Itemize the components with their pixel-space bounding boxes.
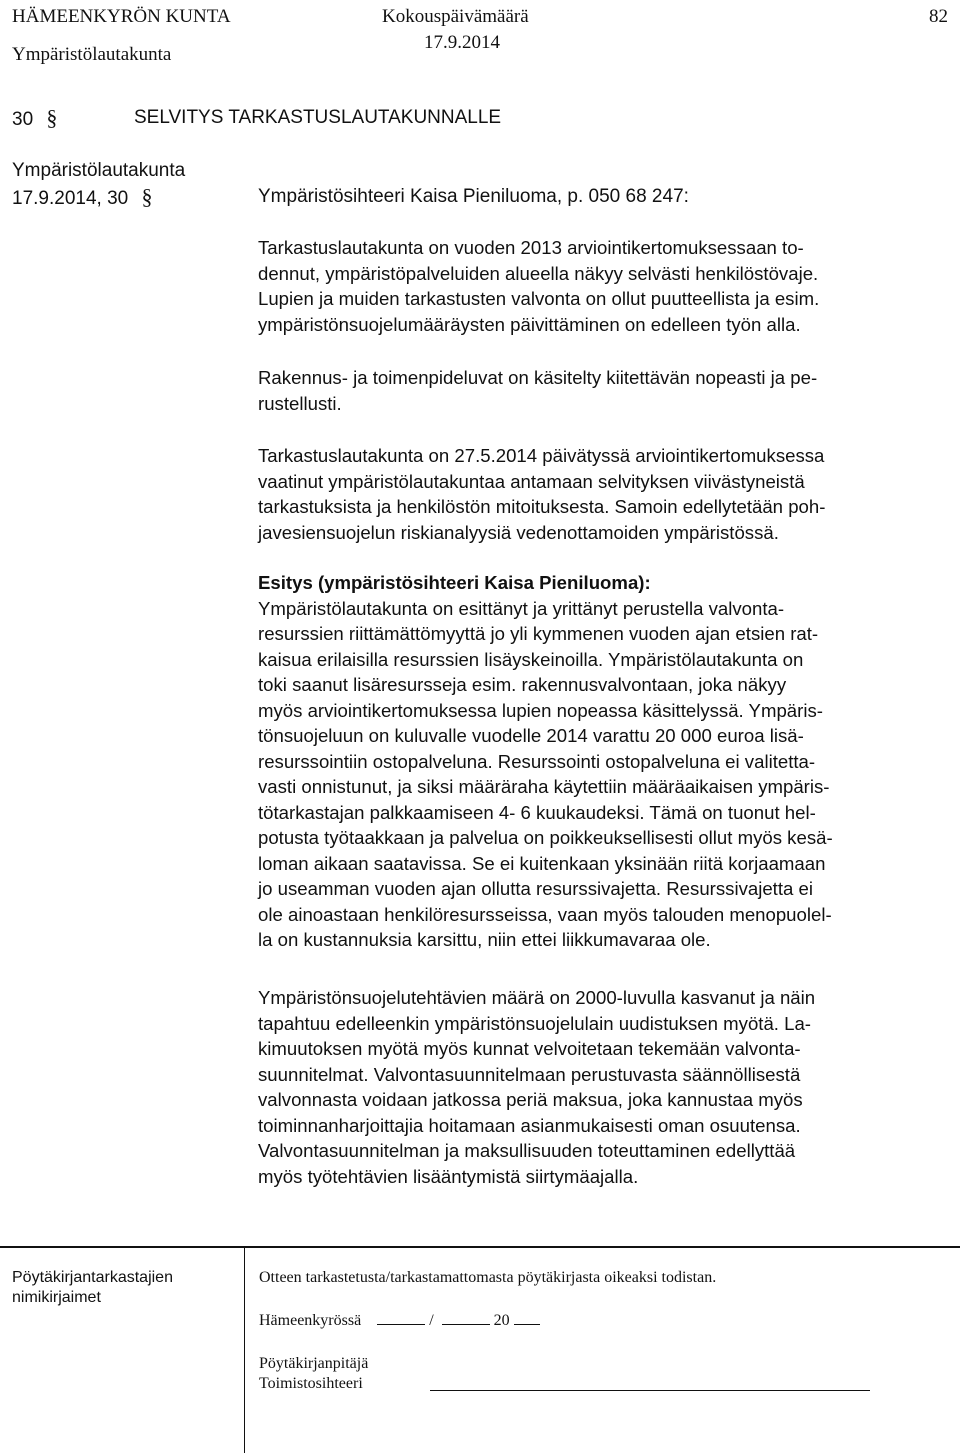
signature-line <box>430 1390 870 1391</box>
reference-line <box>12 185 912 211</box>
footer-keeper-label: Pöytäkirjanpitäjä <box>259 1355 369 1372</box>
paragraph-3 <box>258 443 938 545</box>
text-line: Tarkastuslautakunta on vuoden 2013 arviointikertomuksessaan to- <box>258 237 804 258</box>
text-line: toiminnanharjoittajia hoitamaan asianmukaisesti oman osuutensa. <box>258 1114 801 1136</box>
text-line: valvonnasta voidaan jatkossa periä maksua, joka kannustaa myös <box>258 1089 803 1110</box>
text-line: tötarkastajan palkkaamiseen 4- 6 kuukaudeksi. Tämä on tuonut hel- <box>258 801 816 823</box>
proposal-paragraph-2 <box>258 985 938 1189</box>
paragraph-2 <box>258 365 938 416</box>
section-sign: § <box>46 105 58 130</box>
day-blank <box>377 1310 425 1325</box>
text-line: kaisua erilaisilla resurssien lisäyskeinoilla. Ympäristölautakunta on <box>258 648 804 670</box>
footer-keeper <box>259 1354 368 1394</box>
text-line: Lupien ja muiden tarkastusten valvonta on ollut puutteellista ja esim. <box>258 288 820 309</box>
footer-initials-line2: nimikirjaimet <box>12 1289 101 1306</box>
text-line: loman aikaan saatavissa. Se ei kuitenkaan yksinään riitä korjaamaan <box>258 852 826 874</box>
text-line: Tarkastuslautakunta on 27.5.2014 päivätyssä arviointikertomuksessa <box>258 445 825 466</box>
text-line: tapahtuu edelleenkin ympäristönsuojelulain uudistuksen myötä. La- <box>258 1012 811 1034</box>
section-heading <box>12 105 502 132</box>
text-line: tarkastuksista ja henkilöstön mitoituksesta. Samoin edellytetään poh- <box>258 496 826 517</box>
footer-divider <box>0 1246 960 1248</box>
meeting-date: 17.9.2014 <box>424 32 500 53</box>
text-line: vaatinut ympäristölautakuntaa antamaan selvityksen viivästyneistä <box>258 470 805 492</box>
text-line: potusta työtaakkaan ja palvelua on poikkeuksellisesti ollut myös kesä- <box>258 827 833 848</box>
footer-place-date <box>259 1310 540 1331</box>
text-line: resurssien riittämättömyyttä jo yli kymmenen vuoden ajan etsien rat- <box>258 623 819 644</box>
proposal <box>258 570 938 953</box>
reference-board: Ympäristölautakunta <box>12 160 186 181</box>
text-line: Ympäristölautakunta on esittänyt ja yrittänyt perustella valvonta- <box>258 597 785 619</box>
reference-date-section: 17.9.2014, 30 <box>12 188 129 209</box>
text-line: dennut, ympäristöpalveluiden alueella näkyy selvästi henkilöstövaje. <box>258 262 819 284</box>
text-line: Ympäristönsuojelutehtävien määrä on 2000-luvulla kasvanut ja näin <box>258 987 816 1008</box>
text-line: javesiensuojelun riskianalyysiä vedenottamoiden ympäristössä. <box>258 521 779 543</box>
reference-preparer: Ympäristösihteeri Kaisa Pieniluoma, p. 050 68 247: <box>258 186 689 207</box>
proposal-title: Esitys (ympäristösihteeri Kaisa Pieniluoma): <box>258 572 651 593</box>
text-line: ole ainoastaan henkilöresursseissa, vaan myös talouden menopuolel- <box>258 903 832 925</box>
month-blank <box>442 1310 490 1325</box>
text-line: kimuutoksen myötä myös kunnat velvoitetaan tekemään valvonta- <box>258 1038 801 1059</box>
footer-initials-label <box>12 1268 173 1308</box>
footer-place: Hämeenkyrössä <box>259 1312 362 1329</box>
text-line: suunnitelmat. Valvontasuunnitelmaan perustuvasta säännöllisestä <box>258 1063 801 1085</box>
text-line: rustellusti. <box>258 392 342 414</box>
text-line: vasti onnistunut, ja siksi määräraha käytettiin määräaikaisen ympäris- <box>258 776 830 797</box>
text-line: Rakennus- ja toimenpideluvat on käsitelty kiitettävän nopeasti ja pe- <box>258 367 818 388</box>
footer-certify: Otteen tarkastetusta/tarkastamattomasta pöytäkirjasta oikeaksi todistan. <box>259 1269 717 1286</box>
text-line: tönsuojeluun on kuluvalle vuodelle 2014 varattu 20 000 euroa lisä- <box>258 725 804 746</box>
footer-keeper-title: Toimistosihteeri <box>259 1375 363 1392</box>
reference-sign: § <box>141 184 153 209</box>
year-blank <box>514 1310 540 1325</box>
text-line: myös arviointikertomuksessa lupien nopeassa käsittelyssä. Ympäris- <box>258 699 823 721</box>
text-line: myös työtehtävien lisääntymistä siirtymäajalla. <box>258 1165 639 1187</box>
paragraph-1 <box>258 235 938 337</box>
footer-year: 20 <box>493 1312 510 1329</box>
footer-slash: / <box>429 1312 434 1329</box>
section-number: 30 <box>12 109 34 130</box>
text-line: jo useamman vuoden ajan ollutta resurssivajetta. Resurssivajetta ei <box>258 878 813 899</box>
footer-column-divider <box>244 1246 245 1453</box>
text-line: resurssointiin ostopalveluna. Resurssointi ostopalveluna ei valitetta- <box>258 750 816 772</box>
page-number: 82 <box>929 6 948 27</box>
text-line: toki saanut lisäresursseja esim. rakennusvalvontaan, joka näkyy <box>258 674 787 695</box>
text-line: Valvontasuunnitelman ja maksullisuuden toteuttaminen edellyttää <box>258 1140 796 1161</box>
municipality-name: HÄMEENKYRÖN KUNTA <box>12 6 231 27</box>
section-title: SELVITYS TARKASTUSLAUTAKUNNALLE <box>134 107 502 128</box>
board-name: Ympäristölautakunta <box>12 44 172 65</box>
footer-initials-line1: Pöytäkirjantarkastajien <box>12 1269 173 1286</box>
meeting-date-label: Kokouspäivämäärä <box>382 6 529 27</box>
text-line: ympäristönsuojelumääräysten päivittäminen on edelleen työn alla. <box>258 313 801 335</box>
text-line: la on kustannuksia karsittu, niin ettei liikkumavaraa ole. <box>258 929 711 950</box>
